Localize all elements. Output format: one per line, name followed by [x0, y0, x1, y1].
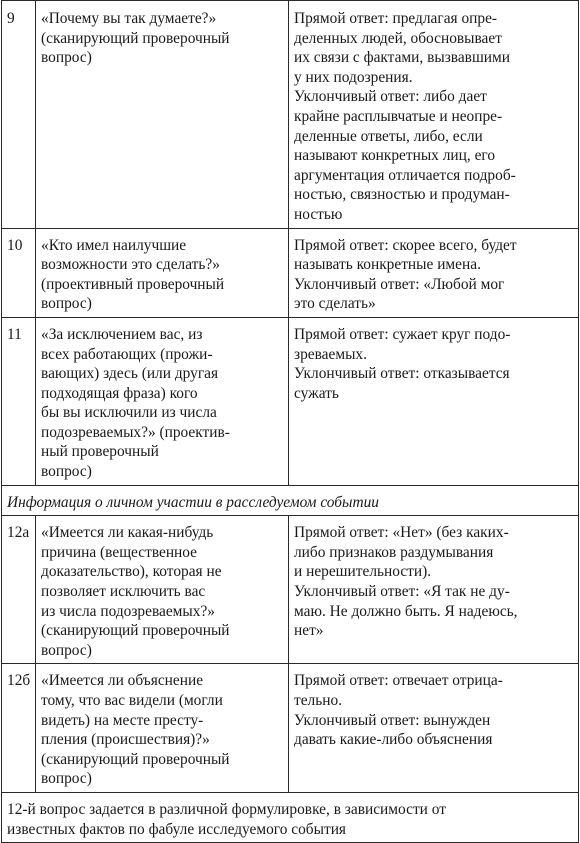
question-table	[1, 0, 579, 843]
table-row	[2, 317, 579, 485]
answer-text: Прямой ответ: предлагая опре- деленных людей, обосновывает их связи с фактами, вызвавшими у них подозрения. Уклончивый ответ: либо дает крайне расплывчатые и неопре- деленные ответы, либо, если называют конкретных лиц, его аргументация отличается подроб- ностью, связностью и продуман- ностью	[289, 1, 579, 229]
answer-text: Прямой ответ: сужает круг подо- зреваемых. Уклончивый ответ: отказывается сужать	[289, 317, 579, 485]
question-text: «За исключением вас, из всех работающих (прожи- вающих) здесь (или другая подходящая фраза) кого бы вы исключили из числа подозреваемых?» (проектив- ный проверочный вопрос)	[36, 317, 289, 485]
row-number: 12а	[2, 516, 36, 664]
footer-row	[2, 792, 579, 842]
table-row	[2, 1, 579, 229]
question-text: «Имеется ли какая-нибудь причина (вещественное доказательство), которая не позволяет исключить вас из числа подозреваемых?» (сканирующий проверочный вопрос)	[36, 516, 289, 664]
row-number: 10	[2, 228, 36, 317]
table-row	[2, 516, 579, 664]
table-row	[2, 228, 579, 317]
question-text: «Почему вы так думаете?» (сканирующий проверочный вопрос)	[36, 1, 289, 229]
answer-text: Прямой ответ: «Нет» (без каких- либо признаков раздумывания и нерешительности). Уклончивый ответ: «Я так не ду- маю. Не должно быть. Я надеюсь, нет»	[289, 516, 579, 664]
answer-text: Прямой ответ: отвечает отрица- тельно. Уклончивый ответ: вынужден давать какие-либо объяснения	[289, 664, 579, 793]
row-number: 9	[2, 1, 36, 229]
table-row	[2, 664, 579, 793]
question-text: «Имеется ли объяснение тому, что вас видели (могли видеть) на месте престу- пления (происшествия)?» (сканирующий проверочный вопрос)	[36, 664, 289, 793]
question-text: «Кто имел наилучшие возможности это сделать?» (проективный проверочный вопрос)	[36, 228, 289, 317]
section-heading: Информация о личном участии в расследуемом событии	[2, 485, 579, 516]
answer-text: Прямой ответ: скорее всего, будет называть конкретные имена. Уклончивый ответ: «Любой мог это сделать»	[289, 228, 579, 317]
section-row	[2, 485, 579, 516]
footer-note: 12-й вопрос задается в различной формулировке, в зависимости от известных фактов по фабуле исследуемого события	[2, 792, 579, 842]
row-number: 12б	[2, 664, 36, 793]
row-number: 11	[2, 317, 36, 485]
